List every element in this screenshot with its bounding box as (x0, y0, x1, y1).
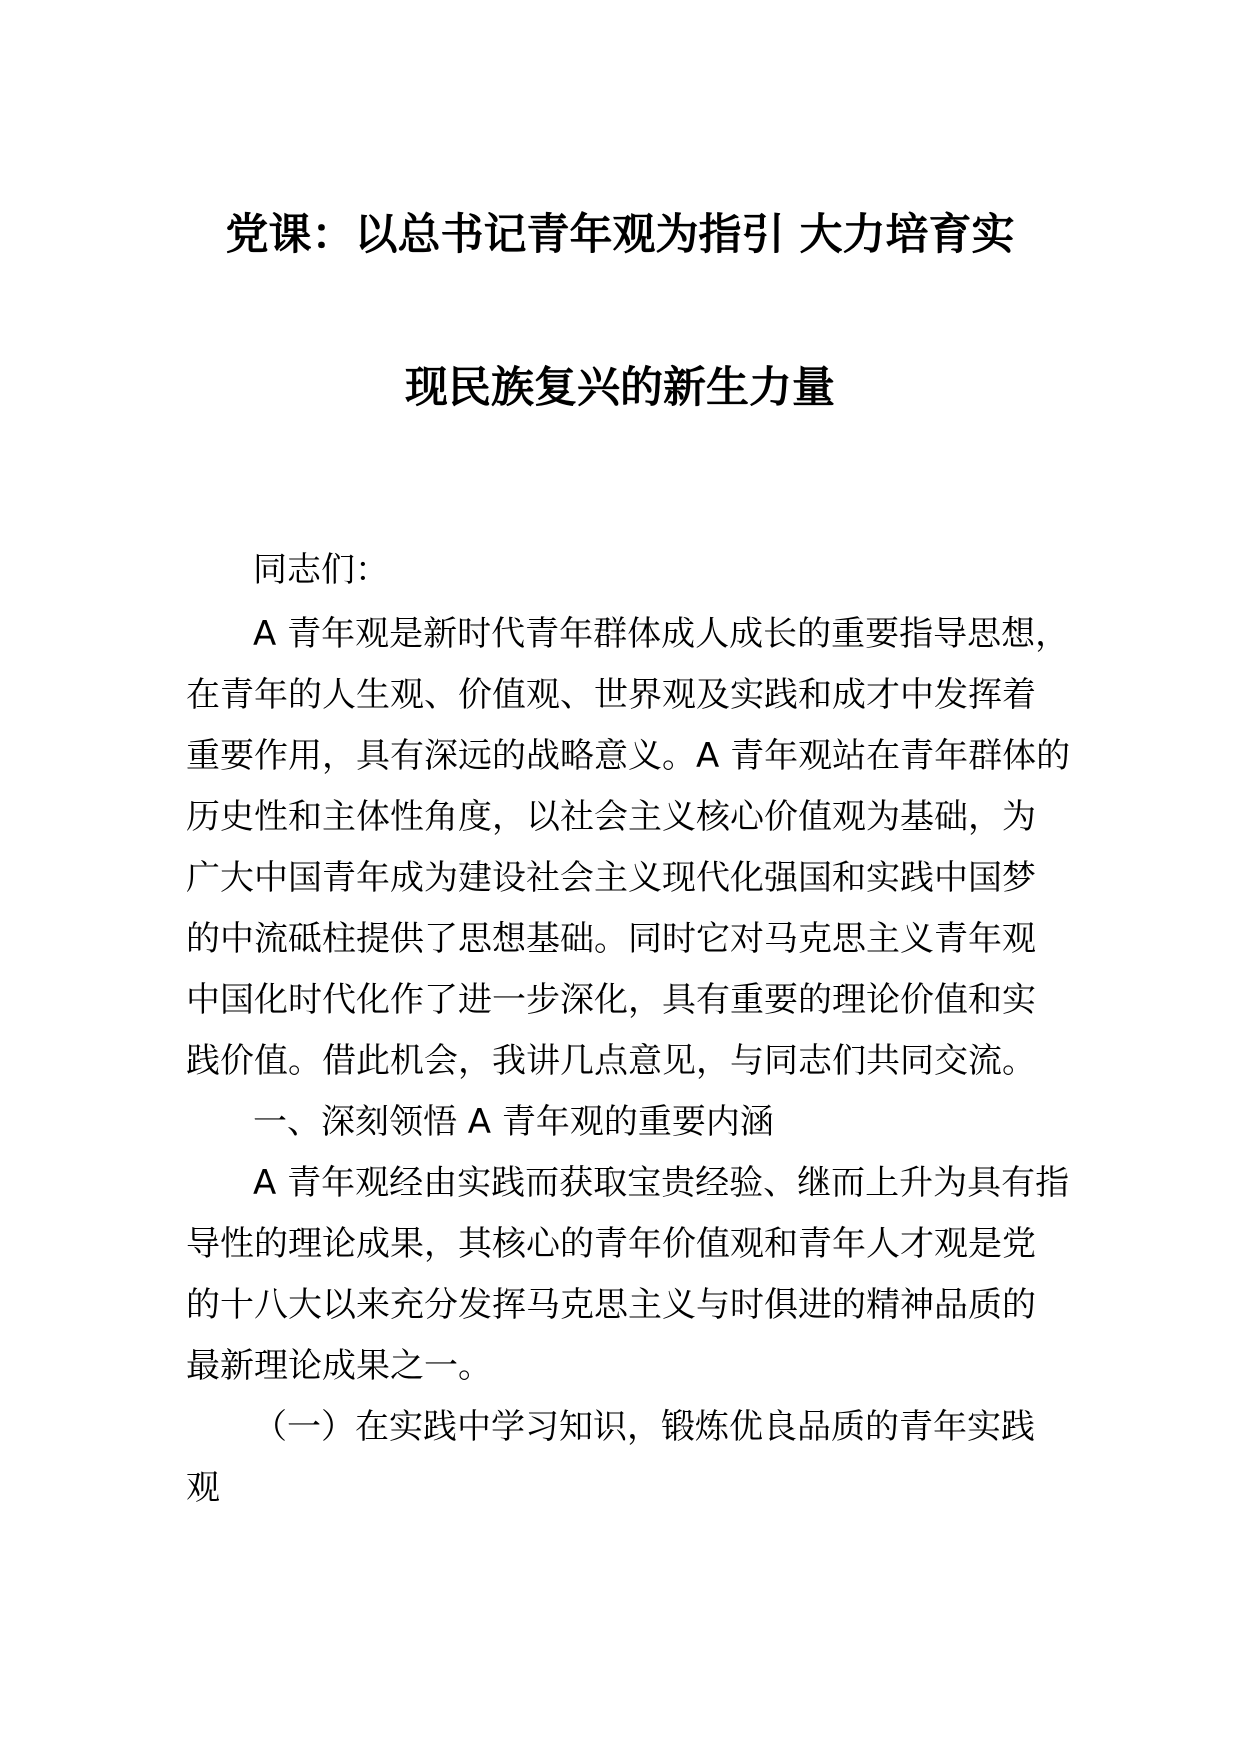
paragraph-2-line-1: A 青年观经由实践而获取宝贵经验、继而上升为具有指 (253, 1163, 1070, 1203)
paragraph-1-line-5: 广大中国青年成为建设社会主义现代化强国和实践中国梦 (186, 858, 1036, 898)
paragraph-1-line-8: 践价值。借此机会，我讲几点意见，与同志们共同交流。 (186, 1041, 1036, 1081)
paragraph-1-line-2: 在青年的人生观、价值观、世界观及实践和成才中发挥着 (186, 675, 1036, 715)
paragraph-1-line-4: 历史性和主体性角度，以社会主义核心价值观为基础，为 (186, 797, 1036, 837)
paragraph-2-line-4: 最新理论成果之一。 (186, 1346, 492, 1386)
paragraph-1-line-1: A 青年观是新时代青年群体成人成长的重要指导思想， (253, 614, 1070, 654)
paragraph-2-line-2: 导性的理论成果，其核心的青年价值观和青年人才观是党 (186, 1224, 1036, 1264)
salutation: 同志们： (253, 550, 389, 590)
paragraph-1-line-7: 中国化时代化作了进一步深化，具有重要的理论价值和实 (186, 980, 1036, 1020)
section-heading-1: 一、深刻领悟 A 青年观的重要内涵 (253, 1102, 774, 1142)
document-title-line-1: 党课：以总书记青年观为指引 大力培育实 (225, 210, 1015, 260)
document-title-line-2: 现民族复兴的新生力量 (405, 363, 835, 413)
paragraph-1-line-3: 重要作用，具有深远的战略意义。A 青年观站在青年群体的 (186, 736, 1071, 776)
subsection-heading-1-line-1: （一）在实践中学习知识，锻炼优良品质的青年实践 (253, 1407, 1035, 1447)
paragraph-2-line-3: 的十八大以来充分发挥马克思主义与时俱进的精神品质的 (186, 1285, 1036, 1325)
paragraph-1-line-6: 的中流砥柱提供了思想基础。同时它对马克思主义青年观 (186, 919, 1036, 959)
subsection-heading-1-line-2: 观 (186, 1468, 220, 1508)
